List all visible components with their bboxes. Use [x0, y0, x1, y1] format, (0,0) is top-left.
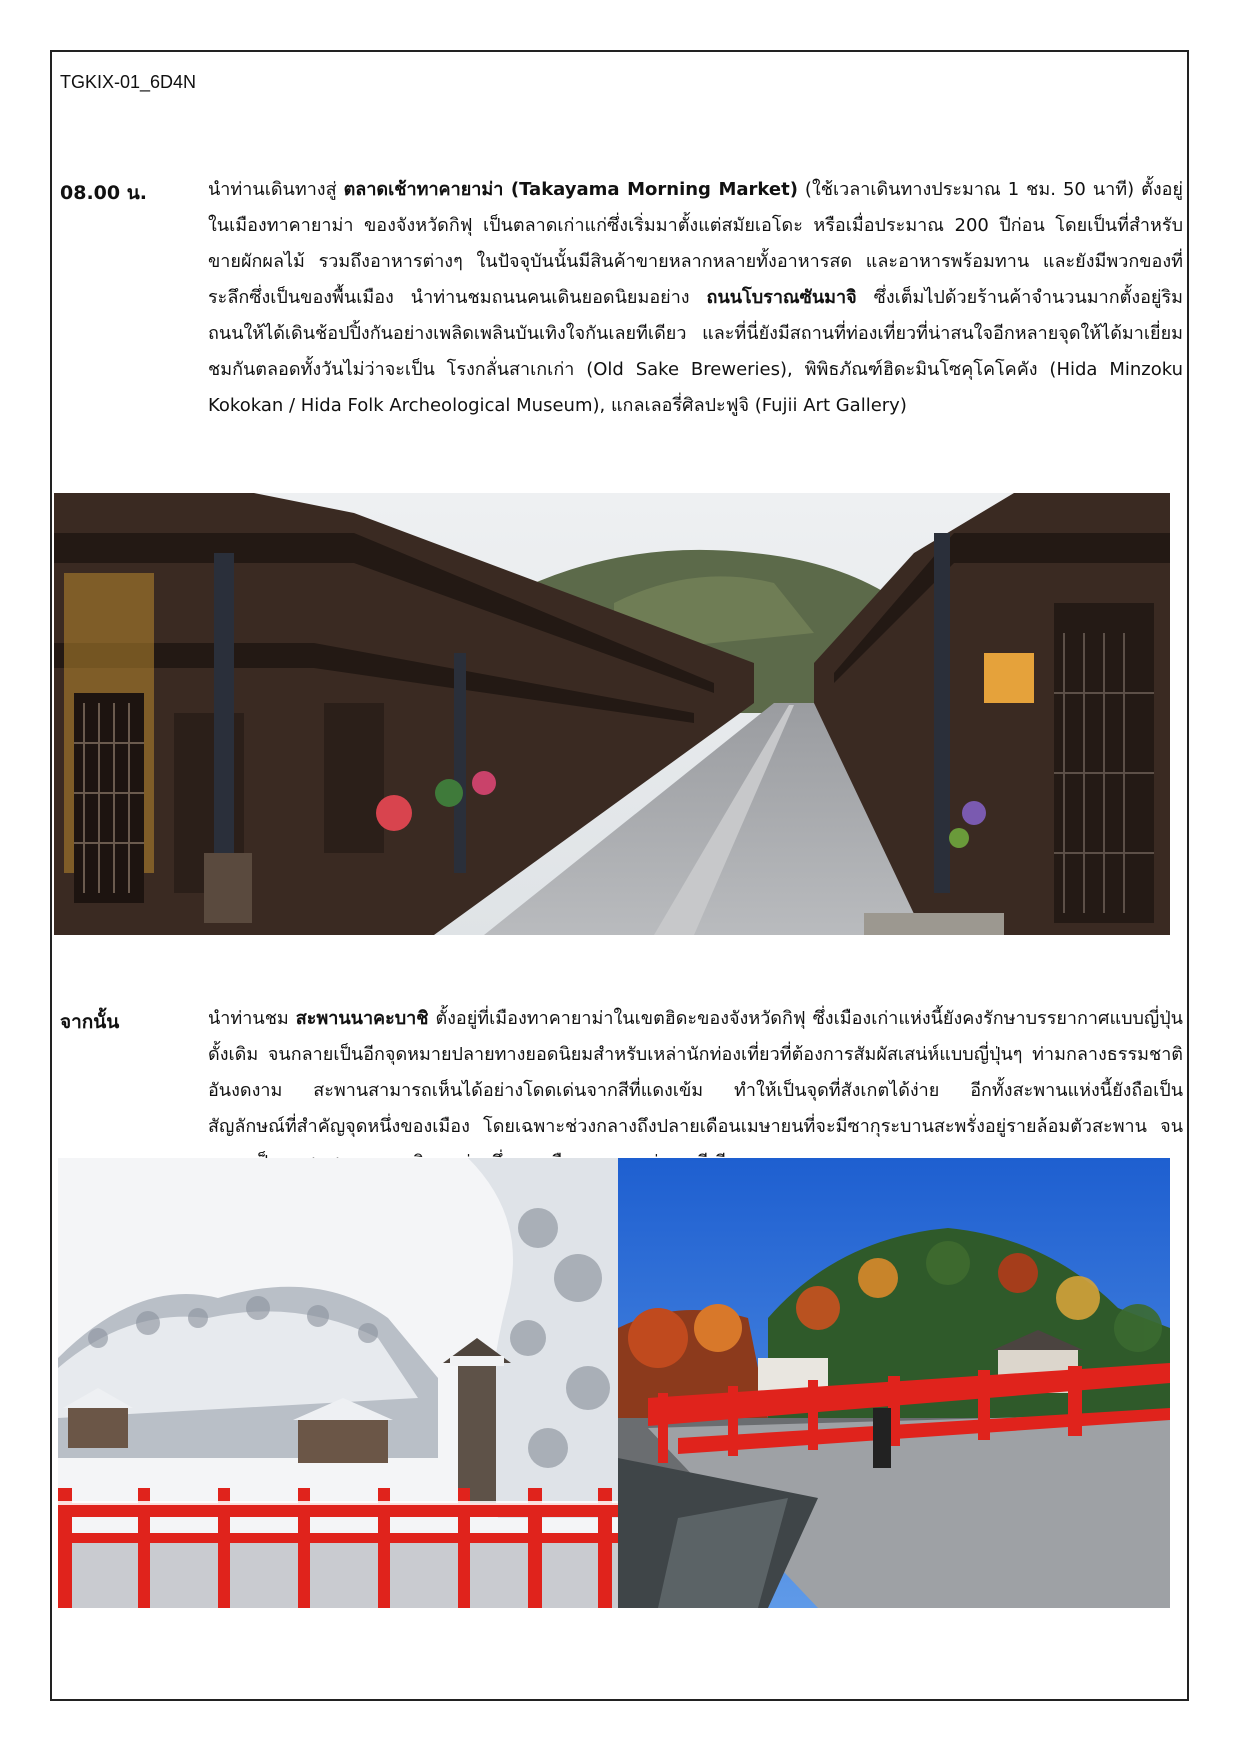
time-label-then: จากนั้น — [60, 1011, 120, 1033]
text-segment: นำท่านชม — [208, 1008, 296, 1029]
paragraph-nakabashi-bridge — [208, 1001, 1183, 1181]
photo-old-street — [54, 493, 1170, 935]
paragraph-morning-market — [208, 172, 1183, 424]
document-code: TGKIX-01_6D4N — [60, 72, 197, 92]
time-label-0800: 08.00 น. — [60, 182, 147, 204]
text-segment: ตั้งอยู่ที่เมืองทาคายาม่าในเขตฮิดะของจังหวัดกิฟุ ซึ่งเมืองเก่าแห่งนี้ยังคงรักษาบรรยากาศแบบญี่ปุ่นดั้งเดิม จนกลายเป็นอีกจุดหมายปลายทางยอดนิยมสำหรับเหล่านักท่องเที่ยวที่ต้องการสัมผัสเสน่ห์แบบญี่ปุ่นๆ ท่ามกลางธรรมชาติอันงดงาม สะพานสามารถเห็นได้อย่างโดดเด่นจากสีที่แดงเข้ม ทำให้เป็นจุดที่สังเกตได้ง่าย อีกทั้งสะพานแห่งนี้ยังถือเป็นสัญลักษณ์ที่สำคัญจุดหนึ่งของเมือง โดยเฉพาะช่วงกลางถึงปลายเดือนเมษายนที่จะมีซากุระบานสะพรั่งอยู่รายล้อมตัวสะพาน จน — [208, 1008, 1183, 1137]
photo-bridge-winter — [58, 1158, 618, 1608]
text-segment: ซึ่งเต็มไปด้วยร้านค้าจำนวนมากตั้งอยู่ริมถนนให้ได้เดินช้อปปิ้งกันอย่างเพลิดเพลินบันเทิงใจกันเลยทีเดียว และที่นี่ยังมีสถานที่ท่องเที่ยวที่น่าสนใจอีกหลายจุดให้ได้มาเยี่ยมชมกันตลอดทั้งวันไม่ว่าจะเป็น โรงกลั่นสาเกเก่า (Old Sake Breweries), พิพิธภัณฑ์ฮิดะมินโซคุโคโคคัง (Hida Minzoku Kokokan / Hida Folk Archeological Museum), แกลเลอรี่ศิลปะฟูจิ (Fujii Art Gallery) — [208, 287, 1183, 416]
highlight-nakabashi-bridge: สะพานนาคะบาชิ — [295, 1008, 429, 1029]
highlight-morning-market: ตลาดเช้าทาคายาม่า (Takayama Morning Market) — [343, 179, 798, 200]
text-segment: (ใช้เวลาเดินทางประมาณ 1 ชม. 50 นาที) ตั้งอยู่ในเมืองทาคายาม่า ของจังหวัดกิฟุ เป็นตลาดเก่าแก่ซึ่งเริ่มมาตั้งแต่สมัยเอโดะ หรือเมื่อประมาณ 200 ปีก่อน โดยเป็นที่สำหรับขายผักผลไม้ รวมถึงอาหารต่างๆ ในปัจจุบันนั้นมีสินค้าขายหลากหลายทั้งอาหารสด และอาหารพร้อมทาน และยังมีพวกของที่ระลึกซึ่งเป็นของพื้นเมือง นำท่านชมถนนคนเดินยอดนิยมอย่าง — [208, 179, 1183, 308]
photo-bridge-autumn — [618, 1158, 1170, 1608]
text-segment: นำท่านเดินทางสู่ — [208, 179, 344, 200]
highlight-sanmachi-street: ถนนโบราณซันมาจิ — [706, 287, 857, 308]
